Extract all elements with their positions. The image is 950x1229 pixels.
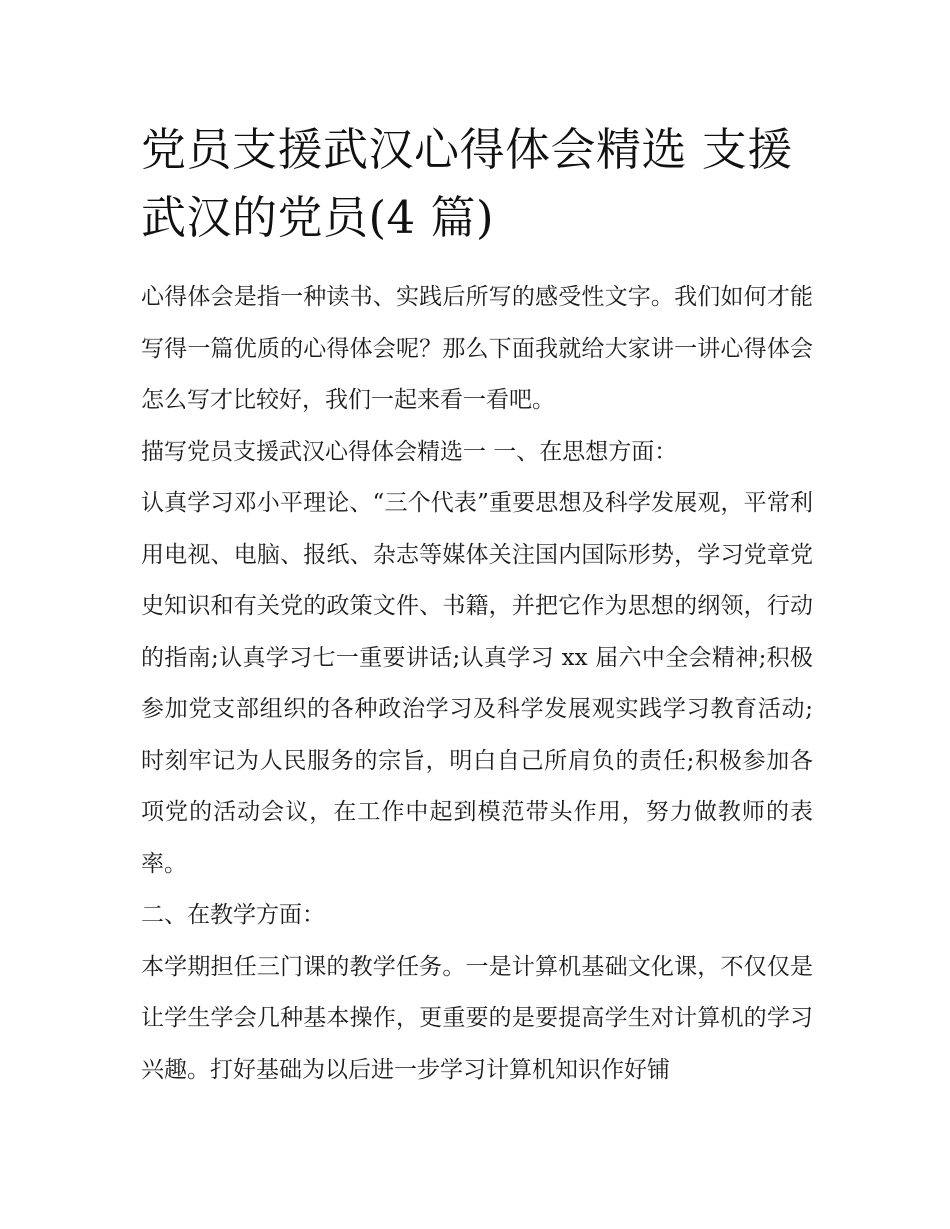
title-spacer xyxy=(141,252,813,272)
teaching-paragraph: 本学期担任三门课的教学任务。一是计算机基础文化课，不仅仅是让学生学会几种基本操作，更重要的是要提高学生对计算机的学习兴趣。打好基础为以后进一步学习计算机知识作好铺 xyxy=(141,953,813,1083)
document-title: 党员支援武汉心得体会精选 支援武汉的党员(4 篇) xyxy=(141,123,793,244)
intro-paragraph: 心得体会是指一种读书、实践后所写的感受性文字。我们如何才能写得一篇优质的心得体会呢？那么下面我就给大家讲一讲心得体会怎么写才比较好，我们一起来看一看吧。 xyxy=(141,284,813,413)
thought-paragraph: 认真学习邓小平理论、“三个代表”重要思想及科学发展观，平常利用电视、电脑、报纸、杂志等媒体关注国内国际形势，学习党章党史知识和有关党的政策文件、书籍，并把它作为思想的纲领，行动的指南;认真学习七一重要讲话;认真学习 xx 届六中全会精神;积极参加党支部组织的各种政治学习及科学发展观实践学习教育活动;时刻牢记为人民服务的宗旨，明白自己所肩负的责任;积极参加各项党的活动会议，在工作中起到模范带头作用，努力做教师的表率。 xyxy=(141,490,813,877)
document-body xyxy=(141,116,813,1096)
section-heading-thought: 描写党员支援武汉心得体会精选一 一、在思想方面： xyxy=(141,438,678,465)
section-heading-teaching: 二、在教学方面： xyxy=(141,902,325,928)
